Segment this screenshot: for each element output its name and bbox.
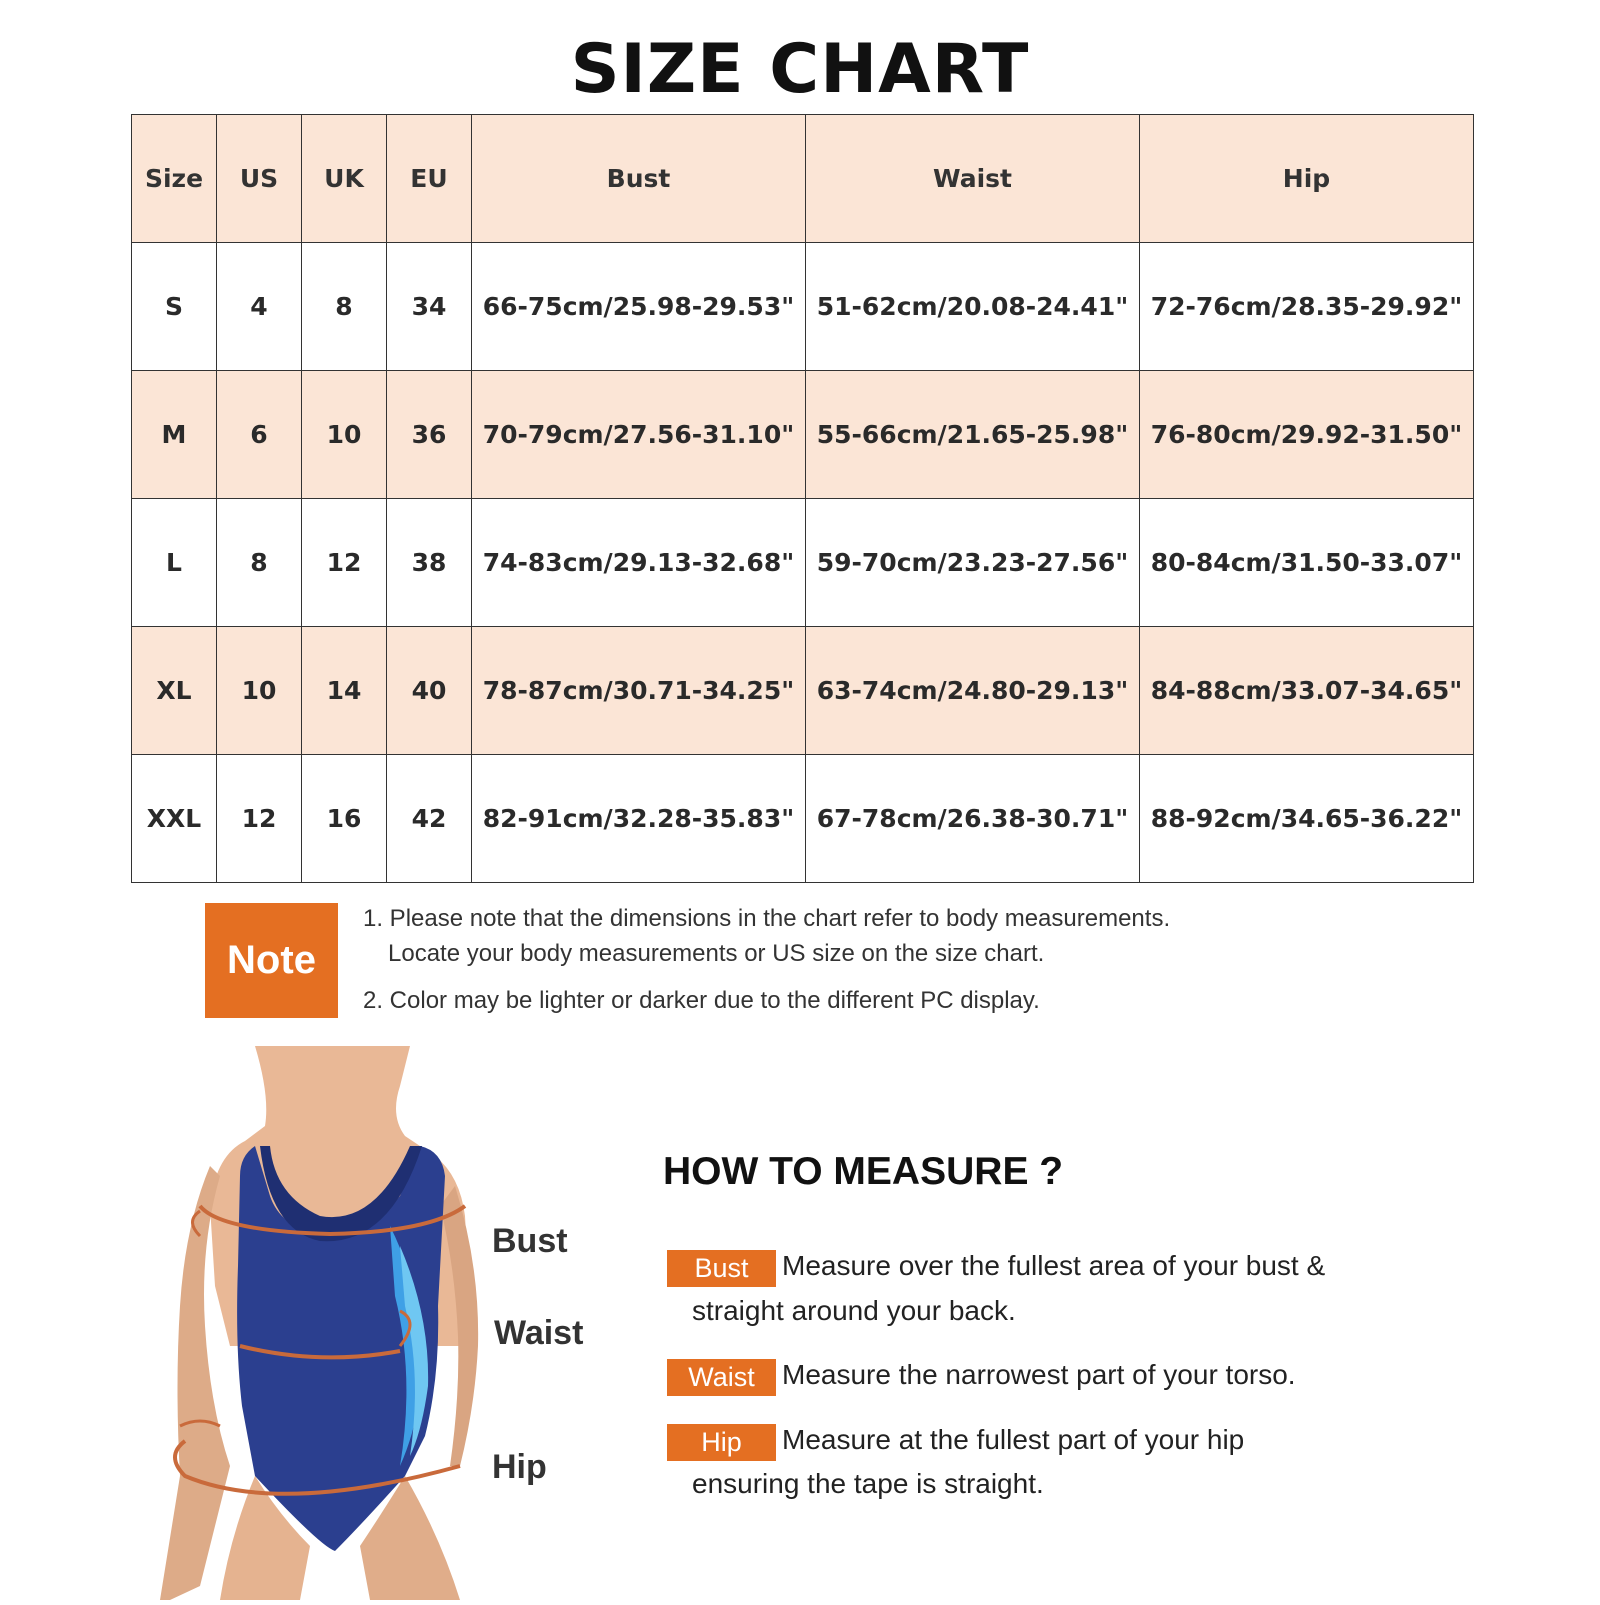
header-uk: UK: [302, 115, 387, 243]
header-us: US: [217, 115, 302, 243]
hip-instruction-line-1: Measure at the fullest part of your hip: [782, 1424, 1245, 1455]
figure-label-hip: Hip: [492, 1448, 547, 1486]
table-header-row: [132, 115, 1474, 243]
cell-hip: 80-84cm/31.50-33.07": [1140, 499, 1474, 627]
cell-bust: 78-87cm/30.71-34.25": [472, 627, 806, 755]
header-waist: Waist: [806, 115, 1140, 243]
cell-uk: 12: [302, 499, 387, 627]
tag-waist: Waist: [667, 1359, 776, 1396]
cell-uk: 10: [302, 371, 387, 499]
bust-instruction-line-1: Measure over the fullest area of your bust &: [782, 1250, 1326, 1281]
cell-hip: 84-88cm/33.07-34.65": [1140, 627, 1474, 755]
tag-bust: Bust: [667, 1250, 776, 1287]
cell-size: M: [132, 371, 217, 499]
header-hip: Hip: [1140, 115, 1474, 243]
cell-eu: 34: [387, 243, 472, 371]
cell-size: XL: [132, 627, 217, 755]
figure-label-bust: Bust: [492, 1222, 568, 1260]
swimsuit-illustration: [160, 1046, 500, 1600]
table-row: [132, 499, 1474, 627]
table-row: [132, 755, 1474, 883]
cell-waist: 59-70cm/23.23-27.56": [806, 499, 1140, 627]
cell-uk: 16: [302, 755, 387, 883]
table-row: [132, 243, 1474, 371]
bust-instruction-line-2: straight around your back.: [692, 1295, 1016, 1326]
cell-us: 10: [217, 627, 302, 755]
cell-size: XXL: [132, 755, 217, 883]
cell-us: 4: [217, 243, 302, 371]
cell-bust: 74-83cm/29.13-32.68": [472, 499, 806, 627]
note-line-2: 2. Color may be lighter or darker due to the different PC display.: [363, 987, 1040, 1014]
figure-label-waist: Waist: [494, 1314, 584, 1352]
cell-hip: 88-92cm/34.65-36.22": [1140, 755, 1474, 883]
hip-instruction-line-2: ensuring the tape is straight.: [692, 1468, 1044, 1499]
cell-us: 12: [217, 755, 302, 883]
cell-bust: 66-75cm/25.98-29.53": [472, 243, 806, 371]
tag-hip: Hip: [667, 1424, 776, 1461]
cell-us: 6: [217, 371, 302, 499]
cell-waist: 55-66cm/21.65-25.98": [806, 371, 1140, 499]
cell-hip: 76-80cm/29.92-31.50": [1140, 371, 1474, 499]
page-title: SIZE CHART: [570, 30, 1030, 109]
cell-bust: 70-79cm/27.56-31.10": [472, 371, 806, 499]
cell-waist: 63-74cm/24.80-29.13": [806, 627, 1140, 755]
cell-eu: 42: [387, 755, 472, 883]
cell-eu: 36: [387, 371, 472, 499]
cell-uk: 8: [302, 243, 387, 371]
how-to-measure-title: HOW TO MEASURE ?: [663, 1150, 1064, 1193]
cell-eu: 38: [387, 499, 472, 627]
cell-uk: 14: [302, 627, 387, 755]
swimsuit-figure: [160, 1046, 500, 1600]
note-line-1: 1. Please note that the dimensions in the chart refer to body measurements.: [363, 905, 1171, 932]
cell-size: L: [132, 499, 217, 627]
note-badge: Note: [205, 903, 338, 1018]
cell-us: 8: [217, 499, 302, 627]
header-size: Size: [132, 115, 217, 243]
cell-size: S: [132, 243, 217, 371]
note-line-1b: Locate your body measurements or US size on the size chart.: [388, 940, 1045, 967]
table-row: [132, 627, 1474, 755]
cell-bust: 82-91cm/32.28-35.83": [472, 755, 806, 883]
size-table: [131, 114, 1474, 883]
waist-instruction-line-1: Measure the narrowest part of your torso.: [782, 1359, 1296, 1390]
cell-hip: 72-76cm/28.35-29.92": [1140, 243, 1474, 371]
cell-eu: 40: [387, 627, 472, 755]
header-bust: Bust: [472, 115, 806, 243]
table-row: [132, 371, 1474, 499]
cell-waist: 67-78cm/26.38-30.71": [806, 755, 1140, 883]
header-eu: EU: [387, 115, 472, 243]
cell-waist: 51-62cm/20.08-24.41": [806, 243, 1140, 371]
